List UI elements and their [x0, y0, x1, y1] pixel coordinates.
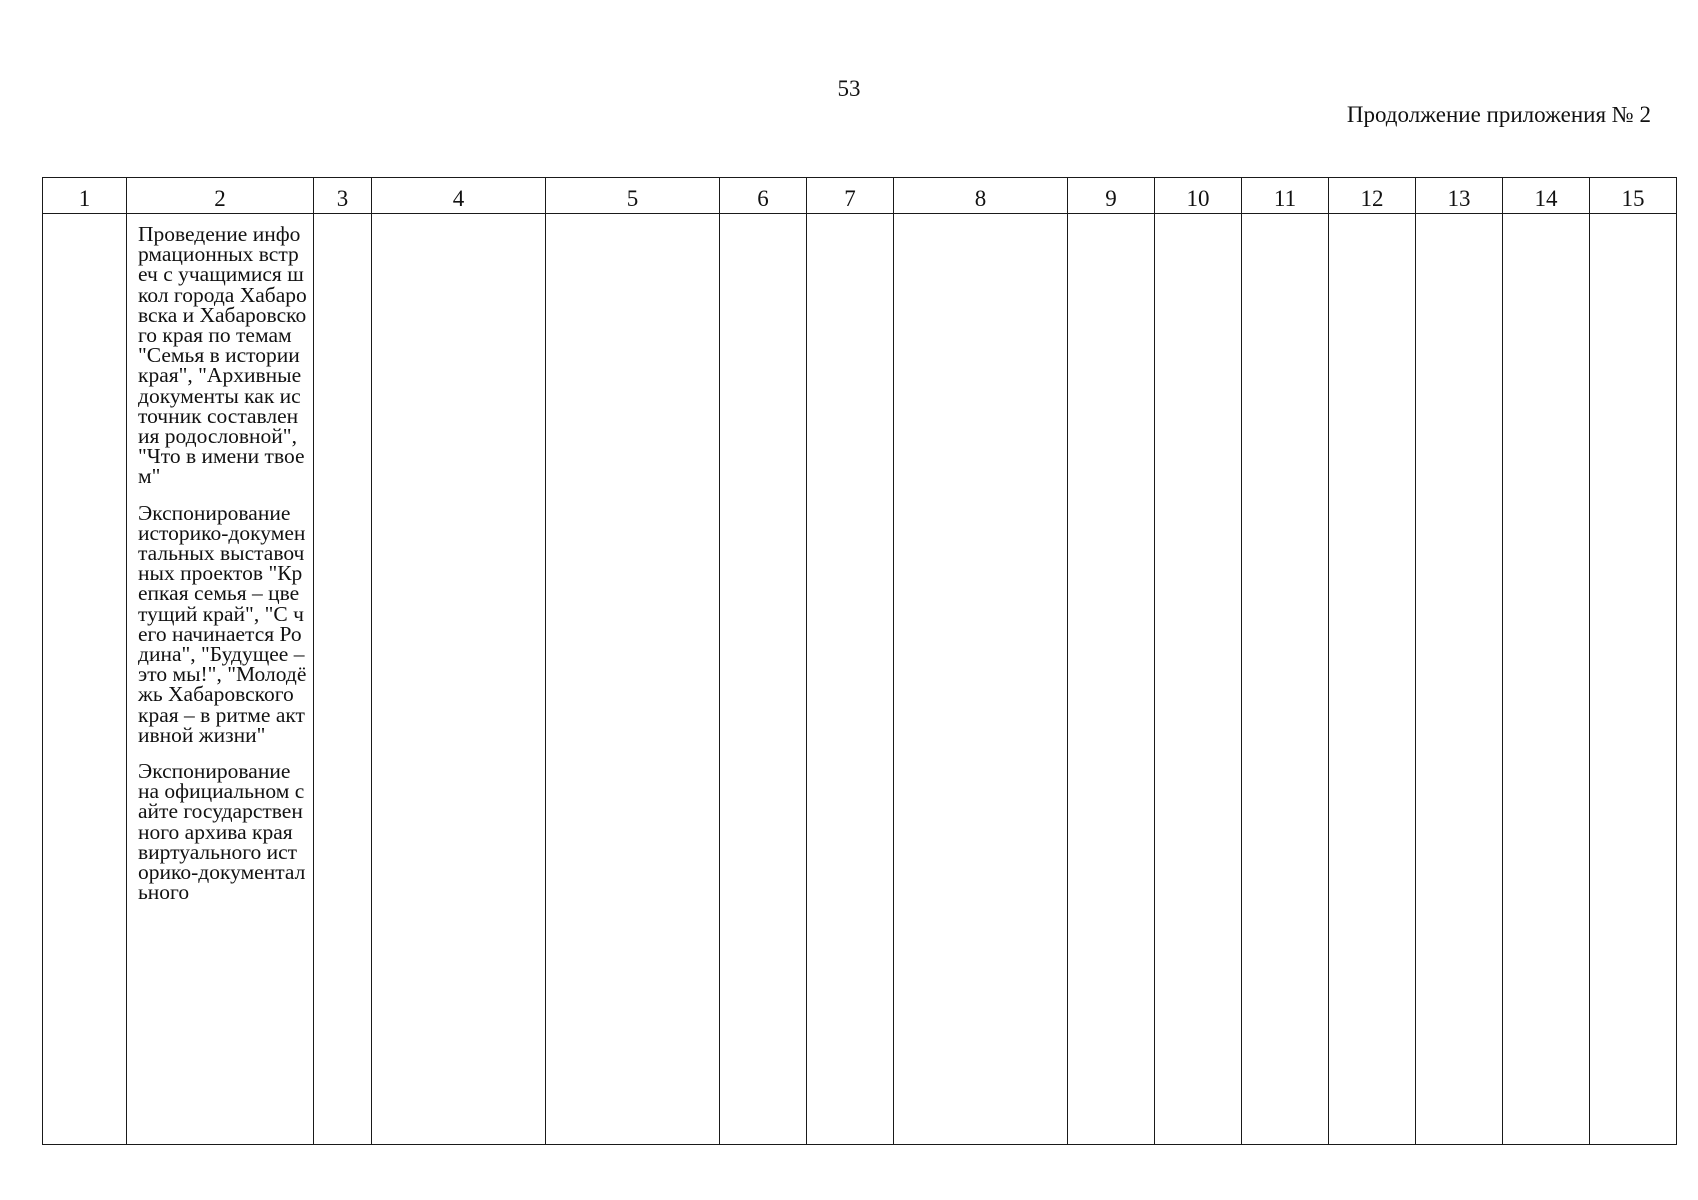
table-cell-col-13 — [1416, 214, 1503, 1145]
table-cell-col-7 — [807, 214, 894, 1145]
column-header-9: 9 — [1068, 178, 1155, 214]
column-header-15: 15 — [1590, 178, 1677, 214]
table-cell-col-10 — [1155, 214, 1242, 1145]
event-item-information-meetings: Проведение информационных встреч с учащимися школ города Хабаровска и Хабаровского края по темам "Семья в истории края", "Архивные документы как источник составления родословной", "Что в имени твоем" — [138, 222, 307, 489]
column-header-12: 12 — [1329, 178, 1416, 214]
column-header-13: 13 — [1416, 178, 1503, 214]
event-item-exhibition-projects: Экспонирование историко-документальных выставочных проектов "Крепкая семья – цветущий край", "С чего начинается Родина", "Будущее – это мы!", "Молодёжь Хабаровского края – в ритме активной жизни" — [138, 500, 307, 747]
appendix-table — [42, 177, 1677, 1145]
column-header-11: 11 — [1242, 178, 1329, 214]
table-cell-col-2 — [127, 214, 314, 1145]
column-header-5: 5 — [546, 178, 720, 214]
table-cell-col-11 — [1242, 214, 1329, 1145]
table-cell-col-6 — [720, 214, 807, 1145]
column-header-3: 3 — [314, 178, 372, 214]
table-row — [43, 214, 1677, 1145]
table-cell-col-4 — [372, 214, 546, 1145]
table-cell-col-14 — [1503, 214, 1590, 1145]
column-header-8: 8 — [894, 178, 1068, 214]
event-item-virtual-exhibition: Экспонирование на официальном сайте государственного архива края виртуального историко-документального — [138, 759, 306, 905]
page-number: 53 — [837, 76, 861, 101]
header-row — [43, 178, 1677, 214]
table-cell-col-9 — [1068, 214, 1155, 1145]
table-cell-col-5 — [546, 214, 720, 1145]
table-cell-col-12 — [1329, 214, 1416, 1145]
column-header-10: 10 — [1155, 178, 1242, 214]
column-header-14: 14 — [1503, 178, 1590, 214]
column-header-6: 6 — [720, 178, 807, 214]
table-cell-col-15 — [1590, 214, 1677, 1145]
table-cell-col-3 — [314, 214, 372, 1145]
table-cell-col-8 — [894, 214, 1068, 1145]
column-header-2: 2 — [127, 178, 314, 214]
column-header-7: 7 — [807, 178, 894, 214]
column-header-4: 4 — [372, 178, 546, 214]
column-header-1: 1 — [43, 178, 127, 214]
table-cell-col-1 — [43, 214, 127, 1145]
appendix-title: Продолжение приложения № 2 — [1346, 102, 1651, 127]
